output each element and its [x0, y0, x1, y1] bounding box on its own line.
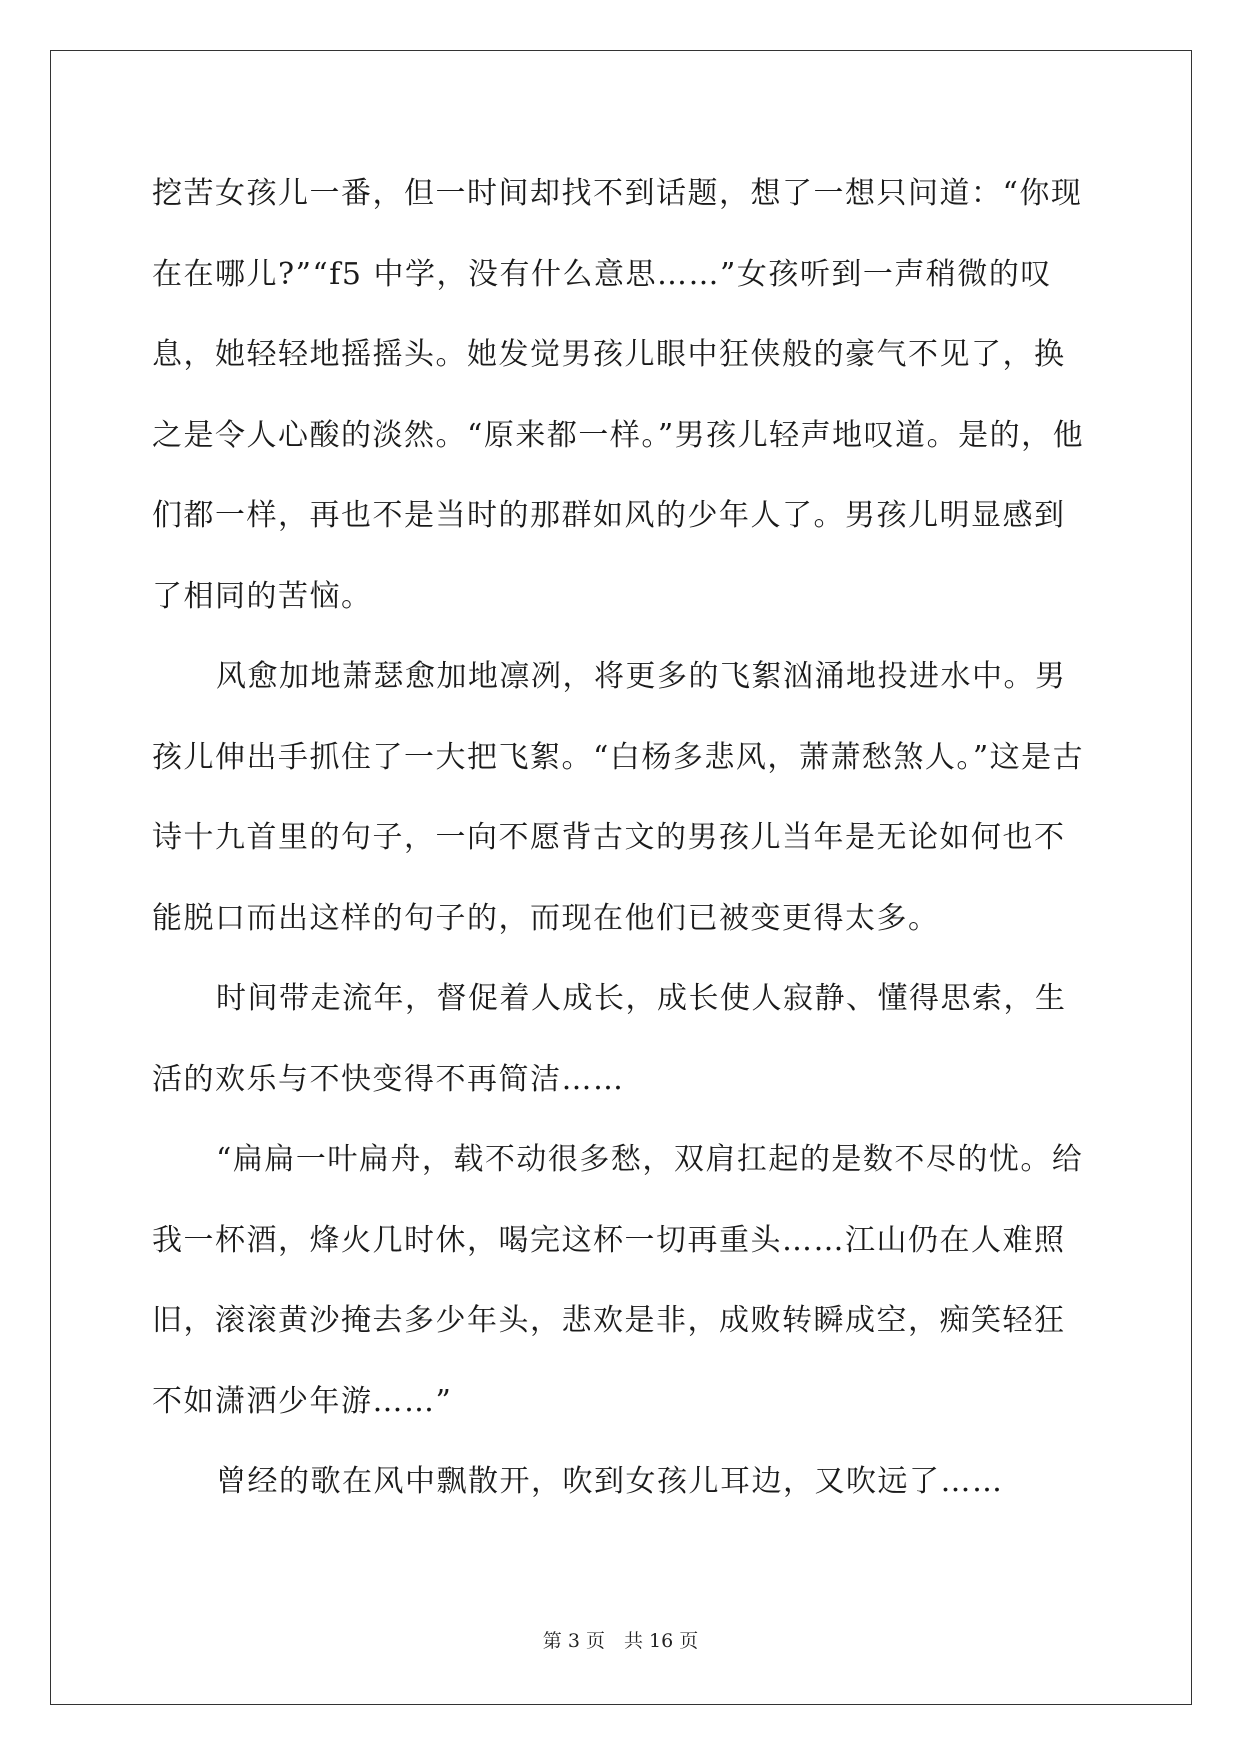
document-body [152, 154, 1092, 1523]
paragraph-1: 挖苦女孩儿一番，但一时间却找不到话题，想了一想只问道：“你现在在哪儿?”“f5 中学，没有什么意思……”女孩听到一声稍微的叹息，她轻轻地摇摇头。她发觉男孩儿眼中狂侠般的豪气不见了，换之是令人心酸的淡然。“原来都一样。”男孩儿轻声地叹道。是的，他们都一样，再也不是当时的那群如风的少年人了。男孩儿明显感到了相同的苦恼。 [152, 176, 1085, 614]
paragraph-3: 时间带走流年，督促着人成长，成长使人寂静、懂得思索，生活的欢乐与不快变得不再简洁…… [152, 981, 1067, 1097]
page-footer [0, 1626, 1241, 1653]
paragraph-4: “扁扁一叶扁舟，载不动很多愁，双肩扛起的是数不尽的忧。给我一杯酒，烽火几时休，喝完这杯一切再重头……江山仍在人难照旧，滚滚黄沙掩去多少年头，悲欢是非，成败转瞬成空，痴笑轻狂不如潇洒少年游……” [152, 1142, 1084, 1419]
page-number-label: 第 3 页 共 16 页 [542, 1630, 699, 1652]
paragraph-2: 风愈加地萧瑟愈加地凛冽，将更多的飞絮汹涌地投进水中。男孩儿伸出手抓住了一大把飞絮。“白杨多悲风，萧萧愁煞人。”这是古诗十九首里的句子，一向不愿背古文的男孩儿当年是无论如何也不能脱口而出这样的句子的，而现在他们已被变更得太多。 [152, 659, 1085, 936]
paragraph-5: 曾经的歌在风中飘散开，吹到女孩儿耳边，又吹远了…… [216, 1464, 1004, 1499]
